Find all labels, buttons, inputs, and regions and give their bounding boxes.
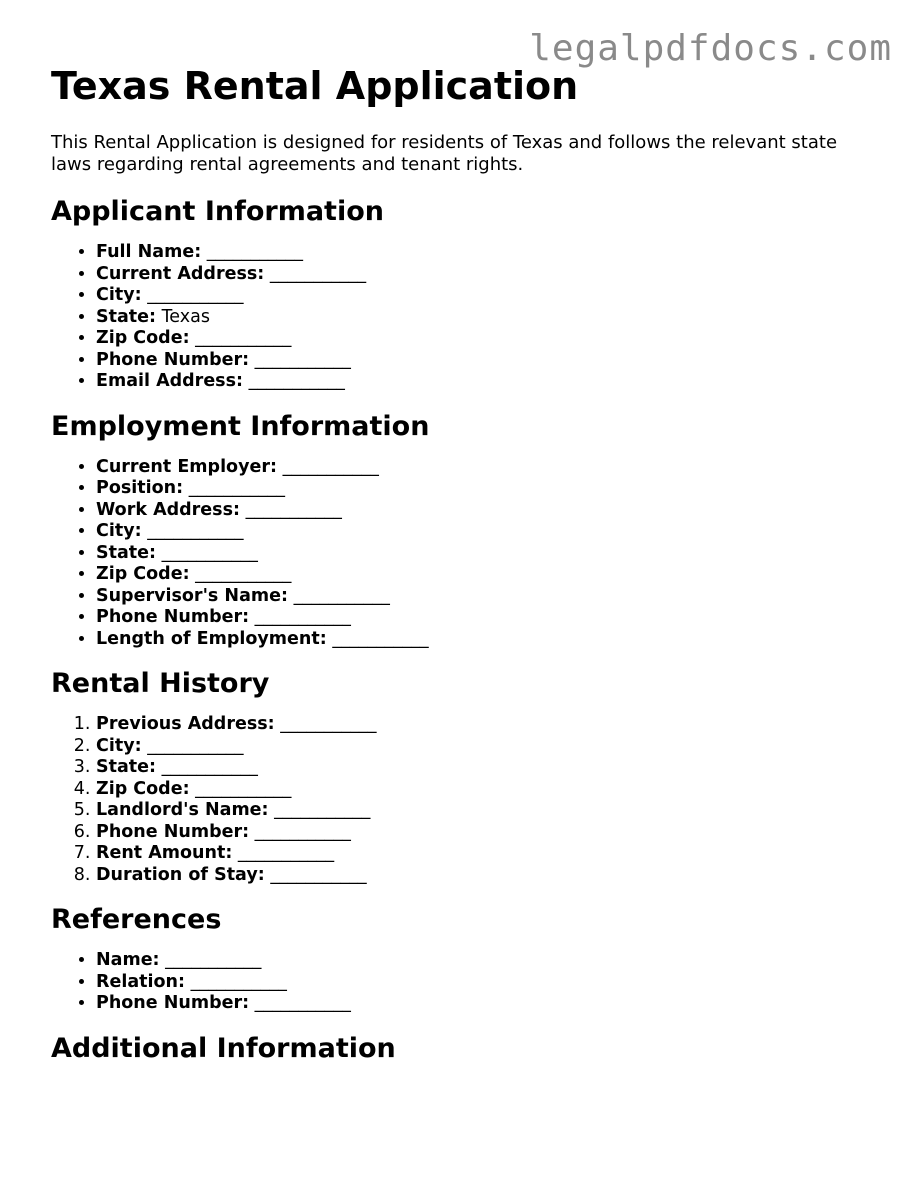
list-item xyxy=(96,307,881,329)
list-item xyxy=(96,865,881,887)
list-item xyxy=(96,714,881,736)
field-label: Zip Code: xyxy=(96,328,190,348)
applicant-heading: Applicant Information xyxy=(51,196,384,227)
field-value: ___________ xyxy=(282,456,379,477)
field-value: ___________ xyxy=(190,971,287,992)
list-item xyxy=(96,972,881,994)
list-item xyxy=(96,543,881,565)
field-value: ___________ xyxy=(195,778,292,799)
field-label: Previous Address: xyxy=(96,714,275,734)
field-value: ___________ xyxy=(269,263,367,284)
list-item xyxy=(96,457,881,479)
field-value: ___________ xyxy=(270,864,367,885)
rental-history-heading: Rental History xyxy=(51,668,270,699)
list-item xyxy=(96,757,881,779)
list-item xyxy=(96,822,881,844)
field-value: ___________ xyxy=(161,757,258,777)
field-label: City: xyxy=(96,735,142,756)
list-item xyxy=(96,736,881,758)
document-body xyxy=(51,62,881,1067)
list-item xyxy=(96,586,881,608)
employment-list xyxy=(51,457,881,651)
field-label: Phone Number: xyxy=(96,993,250,1013)
field-label: Name: xyxy=(96,950,160,970)
rental-history-list xyxy=(51,714,881,886)
references-heading: References xyxy=(51,904,222,935)
field-value: ___________ xyxy=(254,349,351,370)
field-value: ___________ xyxy=(280,714,377,734)
field-value: ___________ xyxy=(245,499,342,520)
field-value: ___________ xyxy=(147,521,244,541)
field-value: ___________ xyxy=(248,371,345,391)
field-value: ___________ xyxy=(254,993,351,1013)
field-label: Duration of Stay: xyxy=(96,864,265,885)
field-value: ___________ xyxy=(147,735,244,756)
field-label: Phone Number: xyxy=(96,607,250,627)
field-label: Zip Code: xyxy=(96,778,190,799)
field-label: Position: xyxy=(96,478,184,498)
employment-heading: Employment Information xyxy=(51,410,430,442)
field-value: ___________ xyxy=(165,950,262,970)
list-item xyxy=(96,950,881,972)
field-value: ___________ xyxy=(161,542,258,563)
watermark: legalpdfdocs.com xyxy=(529,28,892,69)
field-value: ___________ xyxy=(195,564,292,584)
field-label: Full Name: xyxy=(96,242,202,262)
field-value: Texas xyxy=(161,306,210,327)
field-label: State: xyxy=(96,757,157,777)
list-item xyxy=(96,521,881,543)
field-label: Supervisor's Name: xyxy=(96,585,288,606)
field-label: Landlord's Name: xyxy=(96,800,269,820)
list-item xyxy=(96,285,881,307)
field-value: ___________ xyxy=(195,328,292,348)
field-label: Phone Number: xyxy=(96,821,250,842)
list-item xyxy=(96,328,881,350)
field-value: ___________ xyxy=(274,800,371,820)
field-value: ___________ xyxy=(254,821,351,842)
intro-paragraph: This Rental Application is designed for residents of Texas and follows the relevant state laws regarding rental agreements and tenant rights. xyxy=(51,132,838,175)
field-label: State: xyxy=(96,542,157,563)
field-label: Current Address: xyxy=(96,263,265,284)
list-item xyxy=(96,500,881,522)
list-item xyxy=(96,264,881,286)
field-label: City: xyxy=(96,285,142,305)
field-value: ___________ xyxy=(188,478,285,498)
field-value: ___________ xyxy=(293,585,390,606)
list-item xyxy=(96,779,881,801)
field-label: Relation: xyxy=(96,971,185,992)
list-item xyxy=(96,843,881,865)
applicant-list xyxy=(51,242,881,393)
field-value: ___________ xyxy=(147,285,244,305)
field-value: ___________ xyxy=(254,607,351,627)
list-item xyxy=(96,993,881,1015)
field-label: Work Address: xyxy=(96,499,240,520)
field-label: Rent Amount: xyxy=(96,843,233,863)
field-label: City: xyxy=(96,521,142,541)
list-item xyxy=(96,478,881,500)
field-label: Length of Employment: xyxy=(96,628,327,649)
field-label: Phone Number: xyxy=(96,349,250,370)
field-label: Zip Code: xyxy=(96,564,190,584)
field-label: Current Employer: xyxy=(96,456,277,477)
references-list xyxy=(51,950,881,1015)
list-item xyxy=(96,800,881,822)
field-value: ___________ xyxy=(206,242,304,262)
page-title: Texas Rental Application xyxy=(51,64,579,108)
field-value: ___________ xyxy=(332,628,429,649)
list-item xyxy=(96,242,881,264)
list-item xyxy=(96,607,881,629)
list-item xyxy=(96,629,881,651)
field-label: State: xyxy=(96,306,157,327)
list-item xyxy=(96,564,881,586)
additional-heading: Additional Information xyxy=(51,1032,396,1064)
list-item xyxy=(96,371,881,393)
field-label: Email Address: xyxy=(96,371,244,391)
field-value: ___________ xyxy=(237,843,335,863)
list-item xyxy=(96,350,881,372)
